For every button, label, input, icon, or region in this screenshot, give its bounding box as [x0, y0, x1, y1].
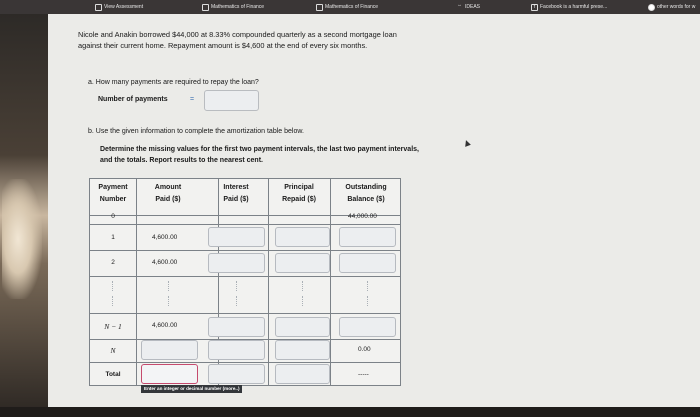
ellipsis-dots: [302, 296, 305, 306]
row-n-number: N: [110, 346, 116, 355]
ellipsis-dots: [302, 281, 305, 291]
header-amount-paid: Amount Paid ($): [154, 184, 182, 203]
ellipsis-dots: [367, 281, 370, 291]
header-outstanding-balance: Outstanding Balance ($): [345, 184, 387, 203]
tab-other-words[interactable]: other words for w: [648, 3, 700, 11]
row1-amount: 4,600.00: [152, 234, 178, 241]
ellipsis-dots: [168, 296, 171, 306]
ellipsis-dots: [168, 281, 171, 291]
tab-mathematics-of-finance-2[interactable]: Mathematics of Finance: [316, 3, 396, 11]
ellipsis-dots: [236, 281, 239, 291]
row-n-minus-1-balance-input[interactable]: [339, 317, 396, 337]
equals-sign: =: [190, 96, 195, 103]
row-n-interest-input[interactable]: [208, 340, 265, 360]
desk-background: [0, 14, 48, 417]
row0-number: 0: [111, 213, 115, 220]
ellipsis-dots: [367, 296, 370, 306]
total-amount-input[interactable]: [141, 364, 198, 384]
row-n-minus-1-number: N − 1: [104, 322, 122, 331]
tab-ideas[interactable]: ◦◦ IDEAS: [457, 3, 481, 10]
monitor-bezel: [0, 407, 700, 417]
header-payment-number: Payment Number: [98, 184, 128, 203]
browser-tab-bar: [0, 0, 700, 14]
part-b-question: b. Use the given information to complete the amortization table below.: [88, 128, 304, 135]
tab-view-assessment[interactable]: View Assessment: [95, 3, 165, 11]
row-n-balance: 0.00: [358, 346, 371, 353]
book-icon: [316, 4, 323, 11]
book-icon: [202, 4, 209, 11]
row-n-minus-1-interest-input[interactable]: [208, 317, 265, 337]
globe-icon: [648, 4, 655, 11]
row1-balance-input[interactable]: [339, 227, 396, 247]
number-of-payments-input[interactable]: [204, 90, 259, 111]
ellipsis-dots: [112, 296, 115, 306]
part-a-question: a. How many payments are required to repay the loan?: [88, 79, 259, 86]
problem-statement: Nicole and Anakin borrowed $44,000 at 8.33% compounded quarterly as a second mortgage loan against their current home. Repayment amount is $4,600 at the end of every six months.: [78, 30, 397, 50]
row1-principal-input[interactable]: [275, 227, 330, 247]
row2-balance-input[interactable]: [339, 253, 396, 273]
row1-number: 1: [111, 234, 115, 241]
total-balance: -----: [358, 371, 369, 378]
header-interest-paid: Interest Paid ($): [223, 184, 249, 203]
document-icon: [95, 4, 102, 11]
row1-interest-input[interactable]: [208, 227, 265, 247]
row0-balance: 44,000.00: [348, 213, 377, 220]
total-label: Total: [105, 371, 121, 378]
row2-principal-input[interactable]: [275, 253, 330, 273]
ellipsis-dots: [112, 281, 115, 291]
ideas-icon: ◦◦: [457, 3, 462, 9]
ellipsis-dots: [236, 296, 239, 306]
row-n-minus-1-amount: 4,600.00: [152, 322, 178, 329]
row2-interest-input[interactable]: [208, 253, 265, 273]
input-hint-tooltip: Enter an integer or decimal number (more..): [141, 385, 242, 393]
paper-blob: [2, 179, 42, 299]
total-principal-input[interactable]: [275, 364, 330, 384]
total-interest-input[interactable]: [208, 364, 265, 384]
header-principal-repaid: Principal Repaid ($): [282, 184, 316, 203]
tab-facebook-article[interactable]: f Facebook is a harmful prese...: [531, 3, 623, 11]
part-b-instruction: Determine the missing values for the first two payment intervals, the last two payment intervals, and the totals. Report results to the nearest cent.: [100, 146, 419, 164]
row2-number: 2: [111, 259, 115, 266]
number-of-payments-label: Number of payments: [98, 96, 168, 103]
row-n-minus-1-principal-input[interactable]: [275, 317, 330, 337]
row2-amount: 4,600.00: [152, 259, 178, 266]
row-n-amount-input[interactable]: [141, 340, 198, 360]
facebook-icon: f: [531, 4, 538, 11]
amortization-table: [89, 178, 401, 386]
tab-mathematics-of-finance-1[interactable]: Mathematics of Finance: [202, 3, 282, 11]
row-n-principal-input[interactable]: [275, 340, 330, 360]
